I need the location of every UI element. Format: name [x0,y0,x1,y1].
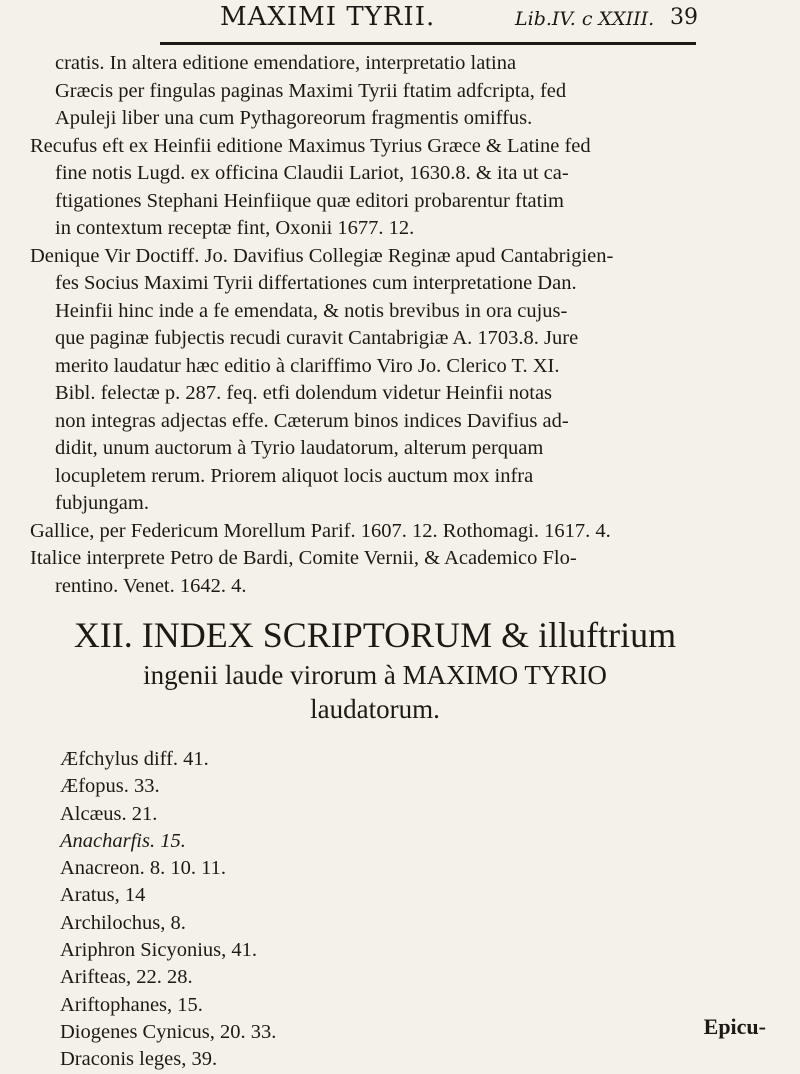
index-list [60,746,276,1074]
heading-subtitle-line-2: laudatorum. [310,694,440,724]
heading-subtitle-line-1: ingenii laude virorum à MAXIMO TYRIO [143,660,607,690]
heading-main: XII. INDEX SCRIPTORUM & illuftrium [73,615,677,655]
running-head [160,2,720,42]
index-entry: Æfopus. 33. [60,775,160,798]
index-entry: Archilochus, 8. [60,911,186,934]
body-line: Denique Vir Doctiff. Jo. Davifius Collegiæ Reginæ apud Cantabrigien- [30,244,614,267]
body-line: fubjungam. [55,492,149,514]
body-line: locupletem rerum. Priorem aliquot locis auctum mox infra [55,464,534,487]
body-text [30,50,720,600]
body-line: Heinfii hinc inde a fe emendata, & notis brevibus in ora cujus- [55,299,568,322]
index-entry: Arifteas, 22. 28. [60,966,193,989]
index-entry: Ariftophanes, 15. [60,993,203,1016]
running-head-title: MAXIMI TYRII. [220,2,436,32]
catchword: Epicu- [703,1014,766,1039]
body-line: merito laudatur hæc editio à clariffimo Viro Jo. Clerico T. XI. [55,354,560,377]
index-entry: Æfchylus diff. 41. [60,748,209,770]
body-line: fes Socius Maximi Tyrii differtationes cum interpretatione Dan. [55,272,577,294]
section-heading [30,612,720,726]
body-line: ftigationes Stephani Heinfiique quæ editori probarentur ftatim [55,189,564,212]
body-line: Apuleji liber una cum Pythagoreorum fragmentis omiffus. [55,107,533,129]
body-line: que paginæ fubjectis recudi curavit Cantabrigiæ A. 1703.8. Jure [55,327,579,349]
running-head-section: Lib.IV. c XXIII. [515,8,655,30]
body-line: Italice interprete Petro de Bardi, Comite Vernii, & Academico Flo- [30,547,577,569]
body-line: Recufus eft ex Heinfii editione Maximus Tyrius Græce & Latine fed [30,134,591,157]
body-line: Gallice, per Federicum Morellum Parif. 1607. 12. Rothomagi. 1617. 4. [30,519,611,542]
body-line: rentino. Venet. 1642. 4. [55,574,247,597]
body-line: didit, unum auctorum à Tyrio laudatorum, alterum perquam [55,437,544,459]
body-line: in contextum receptæ fint, Oxonii 1677. 12. [55,217,415,239]
index-entry: Draconis leges, 39. [60,1048,218,1071]
body-line: non integras adjectas effe. Cæterum binos indices Davifius ad- [55,409,569,432]
page-number: 39 [670,5,698,30]
body-line: Bibl. felectæ p. 287. feq. etfi dolendum videtur Heinfii notas [55,382,553,404]
body-line: fine notis Lugd. ex officina Claudii Lariot, 1630.8. & ita ut ca- [55,162,569,184]
body-line: Græcis per fingulas paginas Maximi Tyrii ftatim adfcripta, fed [55,79,567,102]
index-entry: Anacreon. 8. 10. 11. [60,857,227,880]
header-rule [160,42,696,45]
index-entry: Diogenes Cynicus, 20. 33. [60,1020,277,1043]
index-entry: Aratus, 14 [60,884,146,907]
index-entry: Anacharfis. 15. [60,829,186,852]
index-entry: Alcæus. 21. [60,802,158,825]
body-line: cratis. In altera editione emendatiore, interpretatio latina [55,52,517,74]
index-entry: Ariphron Sicyonius, 41. [60,939,258,962]
